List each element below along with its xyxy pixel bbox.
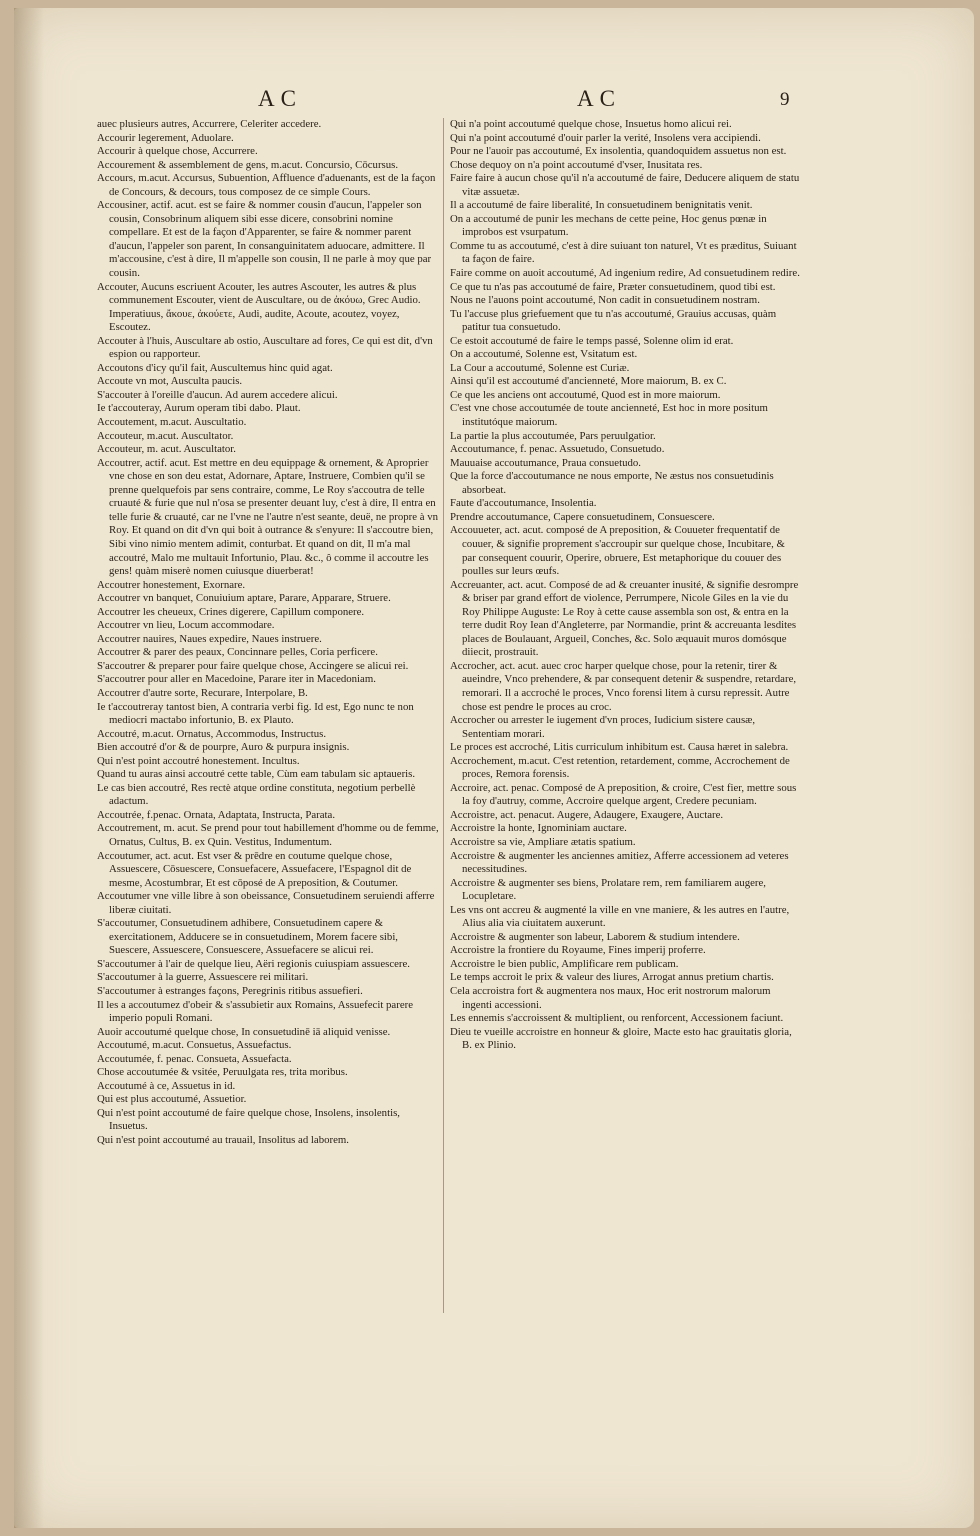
dictionary-entry: Pour ne l'auoir pas accoutumé, Ex insolentia, quandoquidem assuetus non est. <box>450 145 787 158</box>
dictionary-entry: C'est vne chose accoutumée de toute ancienneté, Est hoc in more positum institutóque maiorum. <box>450 402 768 429</box>
header-right-title: AC <box>577 86 621 111</box>
dictionary-entry: Accroistre le bien public, Amplificare rem publicam. <box>450 957 679 970</box>
dictionary-entry: Qui n'est point accoutré honestement. Incultus. <box>97 754 300 767</box>
dictionary-entry: Accroistre, act. penacut. Augere, Adaugere, Exaugere, Auctare. <box>450 808 724 821</box>
dictionary-entry: Accoutons d'icy qu'il fait, Auscultemus hinc quid agat. <box>97 361 333 374</box>
dictionary-entry: Accouteur, m.acut. Auscultator. <box>97 429 234 442</box>
dictionary-entry: La Cour a accoutumé, Solenne est Curiæ. <box>450 361 630 374</box>
dictionary-entry: Accroistre la honte, Ignominiam auctare. <box>450 822 627 835</box>
dictionary-entry: S'accoutumer à estranges façons, Peregrinis ritibus assuefieri. <box>97 985 363 997</box>
dictionary-entry: Accoutrer les cheueux, Crines digerere, Capillum componere. <box>97 605 365 618</box>
page-number: 9 <box>780 89 790 110</box>
dictionary-entry: Accroistre & augmenter son labeur, Laborem & studium intendere. <box>450 930 740 943</box>
dictionary-entry: S'accoutumer, Consuetudinem adhibere, Consuetudinem capere & exercitationem, Adducere se in consuetudinem, Morem facere sibi, Suescere, Assuescere, Consuescere, Assuefacere se alicui rei. <box>97 917 399 957</box>
dictionary-entry: auec plusieurs autres, Accurrere, Celeriter accedere. <box>97 118 322 130</box>
dictionary-entry: Le cas bien accoutré, Res rectè atque ordine constituta, negotium perbellè adactum. <box>97 781 416 808</box>
dictionary-entry: Ce que tu n'as pas accoutumé de faire, Præter consuetudinem, quod tibi est. <box>450 280 776 293</box>
dictionary-entry: Nous ne l'auons point accoutumé, Non cadit in consuetudinem nostram. <box>450 294 760 307</box>
dictionary-entry: Qui n'a point accoutumé quelque chose, Insuetus homo alicui rei. <box>450 118 732 130</box>
dictionary-entry: Accoutrer, actif. acut. Est mettre en deu equippage & ornement, & Aproprier vne chose en son deu estat, Adornare, Aptare, Instruere, Combien qu'il se prenne quelquefois par sens contraire, comme, Le Roy s'accoutra de telle cruauté & furie que nul n'osa se presenter deuant luy, c'est à dire, Il entra en telle furie & cruauté, car ne l'vne ne l'autre n'est seante, deuë, ne propre à vn Roy. Et quand on dit d'vn qui boit à outrance & s'enyure: Il s'accoutre bien, Sibi vino nimio mentem adimit, conturbat. Et quand on dit, Il m'a mal accoutré, Malo me multauit Infortunio, Plau. &c., ô comme il accoutre les gens! quàm miserè nomen cuiusque diuerberat! <box>97 456 438 578</box>
dictionary-entry: Accouter, Aucuns escriuent Acouter, les autres Ascouter, les autres & plus communement Escouter, vient de Auscultare, ou de ἀκόυω, Grec Audio. Imperatiuus, ἄκουε, ἀκούετε, Audi, audite, Acoute, acoutez, voyez, Escoutez. <box>97 280 421 334</box>
dictionary-entry: Il les a accoutumez d'obeir & s'assubietir aux Romains, Assuefecit parere imperio populi Romani. <box>97 998 413 1025</box>
dictionary-entry: Accouueter, act. acut. composé de A preposition, & Couueter frequentatif de couuer, & signifie proprement s'accroupir sur quelque chose, Incubitare, & par consequent couurir, Operire, obruere, Est metaphorique du couuer des poulles sur leurs œufs. <box>450 524 785 578</box>
dictionary-entry: S'accoutrer pour aller en Macedoine, Parare iter in Macedoniam. <box>97 673 376 686</box>
dictionary-entry: Accoutumer, act. acut. Est vser & prēdre en coutume quelque chose, Assuescere, Cōsuescere, Consuefacere, Assuefacere, l'Espagnol dit de mesme, Acostumbrar, Et est cōposé de A preposition, & Coutumer. <box>97 849 412 889</box>
dictionary-entry: Dieu te vueille accroistre en honneur & gloire, Macte esto hac grauitatis gloria, B. ex Plinio. <box>450 1025 792 1052</box>
dictionary-entry: Accoutumée, f. penac. Consueta, Assuefacta. <box>97 1052 292 1065</box>
dictionary-entry: Qui est plus accoutumé, Assuetior. <box>97 1093 247 1106</box>
dictionary-entry: S'accoutumer à la guerre, Assuescere rei militari. <box>97 971 309 984</box>
dictionary-entry: Les ennemis s'accroissent & multiplient, ou renforcent, Accessionem faciunt. <box>450 1012 784 1025</box>
dictionary-entry: Qui n'est point accoutumé de faire quelque chose, Insolens, insolentis, Insuetus. <box>97 1106 400 1133</box>
dictionary-entry: Accourir legerement, Aduolare. <box>97 131 234 144</box>
dictionary-entry: Ie t'accoutreray tantost bien, A contraria verbi fig. Id est, Ego nunc te non mediocri mactabo infortunio, B. ex Plauto. <box>97 700 414 727</box>
dictionary-entry: Les vns ont accreu & augmenté la ville en vne maniere, & les autres en l'autre, Alius alia via ciuitatem auxerunt. <box>450 903 790 930</box>
dictionary-entry: Ainsi qu'il est accoutumé d'ancienneté, More maiorum, B. ex C. <box>450 375 727 388</box>
dictionary-entry: Qui n'est point accoutumé au trauail, Insolitus ad laborem. <box>97 1134 350 1147</box>
dictionary-entry: Accroire, act. penac. Composé de A preposition, & croire, C'est fier, mettre sous la foy d'autruy, comme, Accroire quelque argent, Credere pecuniam. <box>450 781 797 808</box>
dictionary-entry: Accrochement, m.acut. C'est retention, retardement, comme, Accrochement de proces, Remora forensis. <box>450 754 790 781</box>
dictionary-entry: Ce que les anciens ont accoutumé, Quod est in more maiorum. <box>450 388 721 401</box>
dictionary-entry: Accoutumance, f. penac. Assuetudo, Consuetudo. <box>450 443 665 456</box>
dictionary-entry: La partie la plus accoutumée, Pars peruulgatior. <box>450 429 656 442</box>
dictionary-entry: Auoir accoutumé quelque chose, In consuetudinē iā aliquid venisse. <box>97 1025 391 1038</box>
dictionary-entry: Chose accoutumée & vsitée, Peruulgata res, trita moribus. <box>97 1066 348 1079</box>
dictionary-entry: Accreuanter, act. acut. Composé de ad & creuanter inusité, & signifie desrompre & briser par grand effort de violence, Perrumpere, Nicole Giles en la vie du Roy Philippe Auguste: Le Roy à cette cause assembla son ost, & entra en la terre dudit Roy Iean d'Angleterre, par Normandie, print & accreuanta lesdites places de Boulauant, Argueil, Conches, &c. Solo æquauit muros domósque diiecit, prostrauit. <box>450 578 799 659</box>
dictionary-entry: Comme tu as accoutumé, c'est à dire suiuant ton naturel, Vt es præditus, Suiuant ta façon de faire. <box>450 239 797 266</box>
dictionary-entry: Ie t'accouteray, Aurum operam tibi dabo. Plaut. <box>97 402 301 415</box>
dictionary-entry: Accoutement, m.acut. Auscultatio. <box>97 416 247 429</box>
dictionary-entry: Accoutrée, f.penac. Ornata, Adaptata, Instructa, Parata. <box>97 808 336 821</box>
dictionary-entry: Accroistre & augmenter ses biens, Prolatare rem, rem familiarem augere, Locupletare. <box>450 876 766 903</box>
left-column <box>97 118 439 1148</box>
dictionary-entry: Accrocher, act. acut. auec croc harper quelque chose, pour la retenir, tirer & aueindre, Vnco prehendere, & par consequent detenir & suspendre, retardare, remorari. Il a accroché le proces, Vnco forensi litem à cursu repressit. Autre chose est pendre le proces au croc. <box>450 659 797 713</box>
dictionary-entry: On a accoutumé de punir les mechans de cette peine, Hoc genus pœnæ in improbos est vsurpatum. <box>450 212 767 239</box>
dictionary-entry: Accousiner, actif. acut. est se faire & nommer cousin d'aucun, l'appeler son cousin, Consobrinum aliquem sibi esse dicere, consobrini nomine compellare. Et est de la façon d'Apparenter, se faire & nommer parent d'aucun, l'appeler son parent, In consanguinitatem aduocare, admittere. Il m'accousine, c'est à dire, Il m'appelle son cousin, Il ne parle à moy que par cousin. <box>97 199 432 280</box>
dictionary-entry: Qui n'a point accoutumé d'ouir parler la verité, Insolens vera accipiendi. <box>450 131 761 144</box>
dictionary-entry: Ce estoit accoutumé de faire le temps passé, Solenne olim id erat. <box>450 334 734 347</box>
dictionary-entry: Quand tu auras ainsi accoutré cette table, Cùm eam tabulam sic aptaueris. <box>97 768 416 781</box>
running-header <box>0 86 980 120</box>
dictionary-entry: Accouteur, m. acut. Auscultator. <box>97 443 236 456</box>
dictionary-entry: Accroistre & augmenter les anciennes amitiez, Afferre accessionem ad veteres necessitudines. <box>450 849 789 876</box>
column-rule <box>443 118 444 1313</box>
dictionary-entry: Accoutrer nauires, Naues expedire, Naues instruere. <box>97 632 322 645</box>
dictionary-entry: Tu l'accuse plus griefuement que tu n'as accoutumé, Grauius accusas, quàm patitur tua consuetudo. <box>450 307 777 334</box>
dictionary-entry: Accoutrer vn banquet, Conuiuium aptare, Parare, Apparare, Struere. <box>97 592 391 605</box>
dictionary-entry: Que la force d'accoutumance ne nous emporte, Ne æstus nos consuetudinis absorbeat. <box>450 470 774 496</box>
dictionary-entry: Accoutré, m.acut. Ornatus, Accommodus, Instructus. <box>97 727 327 740</box>
dictionary-entry: Faire faire à aucun chose qu'il n'a accoutumé de faire, Deducere aliquem de statu vitæ assuetæ. <box>450 172 800 198</box>
dictionary-entry: Mauuaise accoutumance, Praua consuetudo. <box>450 456 641 469</box>
dictionary-entry: Accoutumé, m.acut. Consuetus, Assuefactus. <box>97 1039 292 1052</box>
dictionary-entry: Accoutrer & parer des peaux, Concinnare pelles, Coria perficere. <box>97 646 378 659</box>
dictionary-entry: Accourir à quelque chose, Accurrere. <box>97 145 258 158</box>
dictionary-entry: On a accoutumé, Solenne est, Vsitatum est. <box>450 348 638 361</box>
dictionary-entry: Accoutumer vne ville libre à son obeissance, Consuetudinem seruiendi afferre liberæ ciuitati. <box>97 890 435 916</box>
dictionary-entry: Cela accroistra fort & augmentera nos maux, Hoc erit nostrorum malorum ingenti accessioni. <box>450 985 771 1011</box>
dictionary-entry: Chose dequoy on n'a point accoutumé d'vser, Inusitata res. <box>450 158 703 171</box>
dictionary-entry: Faute d'accoutumance, Insolentia. <box>450 497 597 510</box>
dictionary-entry: S'accoutumer à l'air de quelque lieu, Aëri regionis cuiuspiam assuescere. <box>97 957 410 970</box>
dictionary-entry: S'accoutrer & preparer pour faire quelque chose, Accingere se alicui rei. <box>97 659 409 672</box>
dictionary-entry: Accourement & assemblement de gens, m.acut. Concursio, Cōcursus. <box>97 158 399 171</box>
dictionary-entry: Accoutrement, m. acut. Se prend pour tout habillement d'homme ou de femme, Ornatus, Cultus, B. ex Quin. Vestitus, Indumentum. <box>97 822 439 848</box>
dictionary-entry: Bien accoutré d'or & de pourpre, Auro & purpura insignis. <box>97 741 350 754</box>
header-left-title: AC <box>258 86 302 111</box>
dictionary-entry: Accours, m.acut. Accursus, Subuention, Affluence d'aduenants, est de la façon de Concours, & decours, tous composez de ce simple Cours. <box>97 172 436 198</box>
dictionary-entry: Prendre accoutumance, Capere consuetudinem, Consuescere. <box>450 510 715 523</box>
dictionary-entry: Le temps accroit le prix & valeur des liures, Arrogat annus pretium chartis. <box>450 971 774 984</box>
dictionary-entry: Accroistre la frontiere du Royaume, Fines imperij proferre. <box>450 944 706 957</box>
right-column <box>450 118 800 1053</box>
dictionary-entry: Accrocher ou arrester le iugement d'vn proces, Iudicium sistere causæ, Sententiam morari. <box>450 714 756 740</box>
page-gutter-shadow <box>14 8 44 1528</box>
dictionary-entry: Accroistre sa vie, Ampliare ætatis spatium. <box>450 835 636 848</box>
dictionary-entry: Il a accoutumé de faire liberalité, In consuetudinem benignitatis venit. <box>450 199 753 212</box>
dictionary-entry: Le proces est accroché, Litis curriculum inhibitum est. Causa hæret in salebra. <box>450 741 789 754</box>
dictionary-entry: Accoute vn mot, Ausculta paucis. <box>97 375 243 388</box>
dictionary-entry: Accoutrer honestement, Exornare. <box>97 578 246 591</box>
dictionary-entry: Accouter à l'huis, Auscultare ab ostio, Auscultare ad fores, Ce qui est dit, d'vn espion ou rapporteur. <box>97 334 433 361</box>
dictionary-entry: Accoutrer vn lieu, Locum accommodare. <box>97 619 275 632</box>
dictionary-entry: Faire comme on auoit accoutumé, Ad ingenium redire, Ad consuetudinem redire. <box>450 267 800 280</box>
dictionary-entry: S'accouter à l'oreille d'aucun. Ad aurem accedere alicui. <box>97 388 338 401</box>
dictionary-entry: Accoutrer d'autre sorte, Recurare, Interpolare, B. <box>97 686 308 699</box>
dictionary-entry: Accoutumé à ce, Assuetus in id. <box>97 1079 236 1092</box>
